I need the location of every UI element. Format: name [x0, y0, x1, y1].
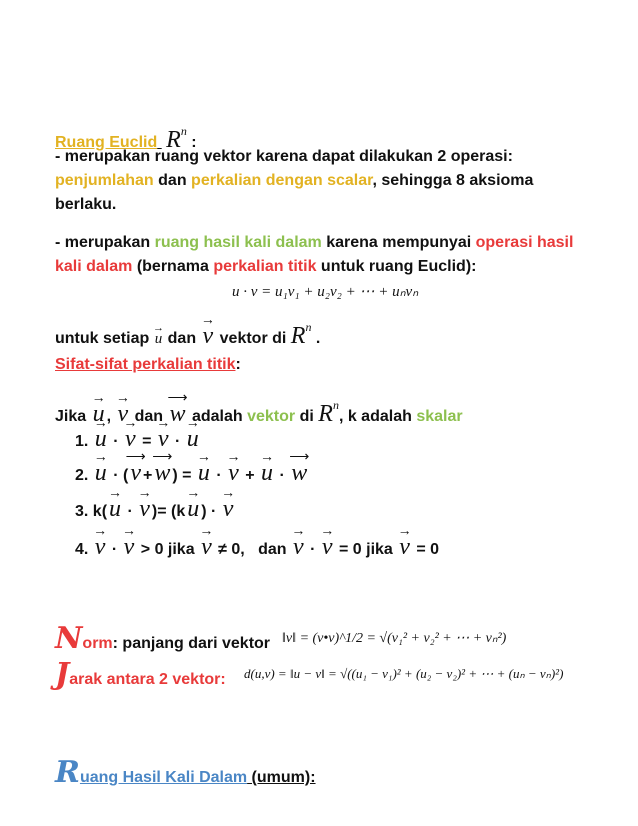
- k-eq: )= (k: [151, 503, 186, 520]
- jarak-initial: J: [55, 657, 70, 692]
- rn-exponent: n: [180, 124, 187, 138]
- vector-v: → v: [199, 536, 214, 558]
- jika-a: Jika: [55, 408, 87, 425]
- norm-rest: orm: [82, 635, 113, 652]
- heading2-initial: R: [55, 755, 80, 790]
- k-open: k(: [92, 503, 108, 520]
- vector-w: ⟶ w: [168, 403, 188, 425]
- vector-v: → v: [137, 498, 152, 520]
- p1-and: dan: [158, 172, 187, 189]
- prop4-zero: = 0: [416, 541, 440, 558]
- jarak-formula: d(u,v) = ‖u − v‖ = √((u₁ − v₁)² + (u₂ − v₂)² + ⋯ + (uₙ − vₙ)²): [244, 666, 564, 681]
- rn-exponent: n: [332, 398, 339, 412]
- heading-colon: :: [191, 134, 197, 151]
- vector-u: → u: [259, 462, 275, 484]
- properties-title: Sifat-sifat perkalian titik: [55, 356, 236, 373]
- term-skalar: skalar: [416, 408, 463, 425]
- for-each-end: .: [315, 330, 321, 347]
- heading-ruang-hasil-kali-dalam: [55, 755, 316, 790]
- property-2: 2. → u · (⟶ v +⟶ w ) = → u · → v + → u · ⟶ w: [75, 462, 309, 487]
- p2-line1: [55, 232, 573, 254]
- vector-v: → v: [397, 536, 412, 558]
- heading2-rest: uang Hasil Kali Dalam: [79, 769, 248, 786]
- vector-u: → u: [185, 498, 201, 520]
- norm-formula: ‖v‖ = (v•v)^1/2 = √(v₁² + v₂² + ⋯ + vₙ²): [282, 631, 507, 646]
- term-operasi-hasil: operasi hasil: [475, 234, 574, 251]
- p2-line2: [55, 256, 476, 278]
- vector-u: → u: [185, 428, 201, 450]
- vector-v: → v: [201, 325, 216, 347]
- vector-v: → v: [93, 536, 108, 558]
- vector-u: → u: [91, 403, 107, 425]
- vector-u: → u: [93, 462, 109, 484]
- dot-product-formula: u · v = u₁v₁ + u₂v₂ + ⋯ + uₙvₙ: [232, 284, 419, 300]
- properties-colon: :: [235, 356, 241, 373]
- norm-line: [55, 621, 271, 656]
- vector-v: → v: [320, 536, 335, 558]
- jika-line: Jika → u , → v dan ⟶ w adalah vektor di $R^n$, k adalah skalar: [55, 394, 463, 428]
- vector-v: → v: [123, 428, 138, 450]
- norm-label: : panjang dari vektor: [112, 635, 271, 652]
- property-4: 4. → v · → v > 0 jika → v ≠ 0, dan → v · → v = 0 jika → v = 0: [75, 536, 439, 561]
- for-each-a: untuk setiap: [55, 330, 150, 347]
- vector-v: → v: [122, 536, 137, 558]
- vector-v: → v: [291, 536, 306, 558]
- k-close: ): [201, 503, 207, 520]
- prop4-eq0: = 0 jika: [338, 541, 393, 558]
- vector-w: ⟶ w: [289, 462, 309, 484]
- p2-mid: karena mempunyai: [326, 234, 472, 251]
- vector-u: → u: [107, 498, 123, 520]
- p2-pre: - merupakan: [55, 234, 151, 251]
- p1-line1: - merupakan ruang vektor karena dapat dilakukan 2 operasi:: [55, 148, 513, 165]
- property-number-4: 4.: [75, 541, 89, 558]
- vector-u: → u: [196, 462, 212, 484]
- vector-v: → v: [226, 462, 241, 484]
- prop4-dan: dan: [258, 541, 287, 558]
- property-1: 1. → u · → v = → v · → u: [75, 428, 201, 453]
- heading-title: Ruang Euclid: [55, 134, 158, 151]
- p1-line3: berlaku.: [55, 196, 117, 213]
- prop4-gt: > 0 jika: [140, 541, 195, 558]
- vector-w: ⟶ w: [152, 462, 172, 484]
- prop4-neq: ≠ 0,: [218, 541, 245, 558]
- for-each-line: [55, 316, 320, 350]
- property-number-3: 3.: [75, 503, 89, 520]
- term-ruang-hasil-kali-dalam: ruang hasil kali dalam: [154, 234, 322, 251]
- rn-exponent: n: [305, 320, 312, 334]
- vector-v: → v: [221, 498, 236, 520]
- term-perkalian-titik: perkalian titik: [213, 258, 317, 275]
- term-penjumlahan: penjumlahan: [55, 172, 154, 189]
- jarak-rest: arak antara 2 vektor:: [69, 671, 226, 688]
- norm-initial: N: [55, 621, 83, 656]
- p1-rest: , sehingga 8 aksioma: [372, 172, 534, 189]
- rn-symbol: R: [318, 401, 333, 427]
- vector-v: → v: [115, 403, 130, 425]
- vector-u-small: → u: [154, 328, 164, 350]
- p2-paren-b: untuk ruang Euclid):: [320, 258, 477, 275]
- heading2-tail: (umum):: [247, 769, 316, 786]
- jika-e: , k adalah: [338, 408, 412, 425]
- vector-v: ⟶ v: [128, 462, 143, 484]
- property-3: 3. k(→ u · → v )= (k→ u ) · → v: [75, 498, 235, 523]
- jika-d: di: [299, 408, 314, 425]
- term-vektor: vektor: [247, 408, 296, 425]
- vector-u: → u: [93, 428, 109, 450]
- p1-line2: [55, 170, 533, 192]
- vector-v: → v: [156, 428, 171, 450]
- properties-heading: [55, 354, 241, 376]
- jarak-line: [55, 657, 226, 692]
- property-number-2: 2.: [75, 467, 89, 484]
- for-each-b: dan: [167, 330, 197, 347]
- term-perkalian-scalar: perkalian dengan scalar: [191, 172, 373, 189]
- p2-paren-a: (bernama: [136, 258, 209, 275]
- rn-symbol: R: [166, 127, 181, 153]
- jika-c: adalah: [191, 408, 243, 425]
- term-kali-dalam: kali dalam: [55, 258, 133, 275]
- rn-symbol: R: [290, 323, 306, 349]
- jika-b: dan: [134, 408, 164, 425]
- property-number-1: 1.: [75, 433, 89, 450]
- for-each-c: vektor di: [219, 330, 287, 347]
